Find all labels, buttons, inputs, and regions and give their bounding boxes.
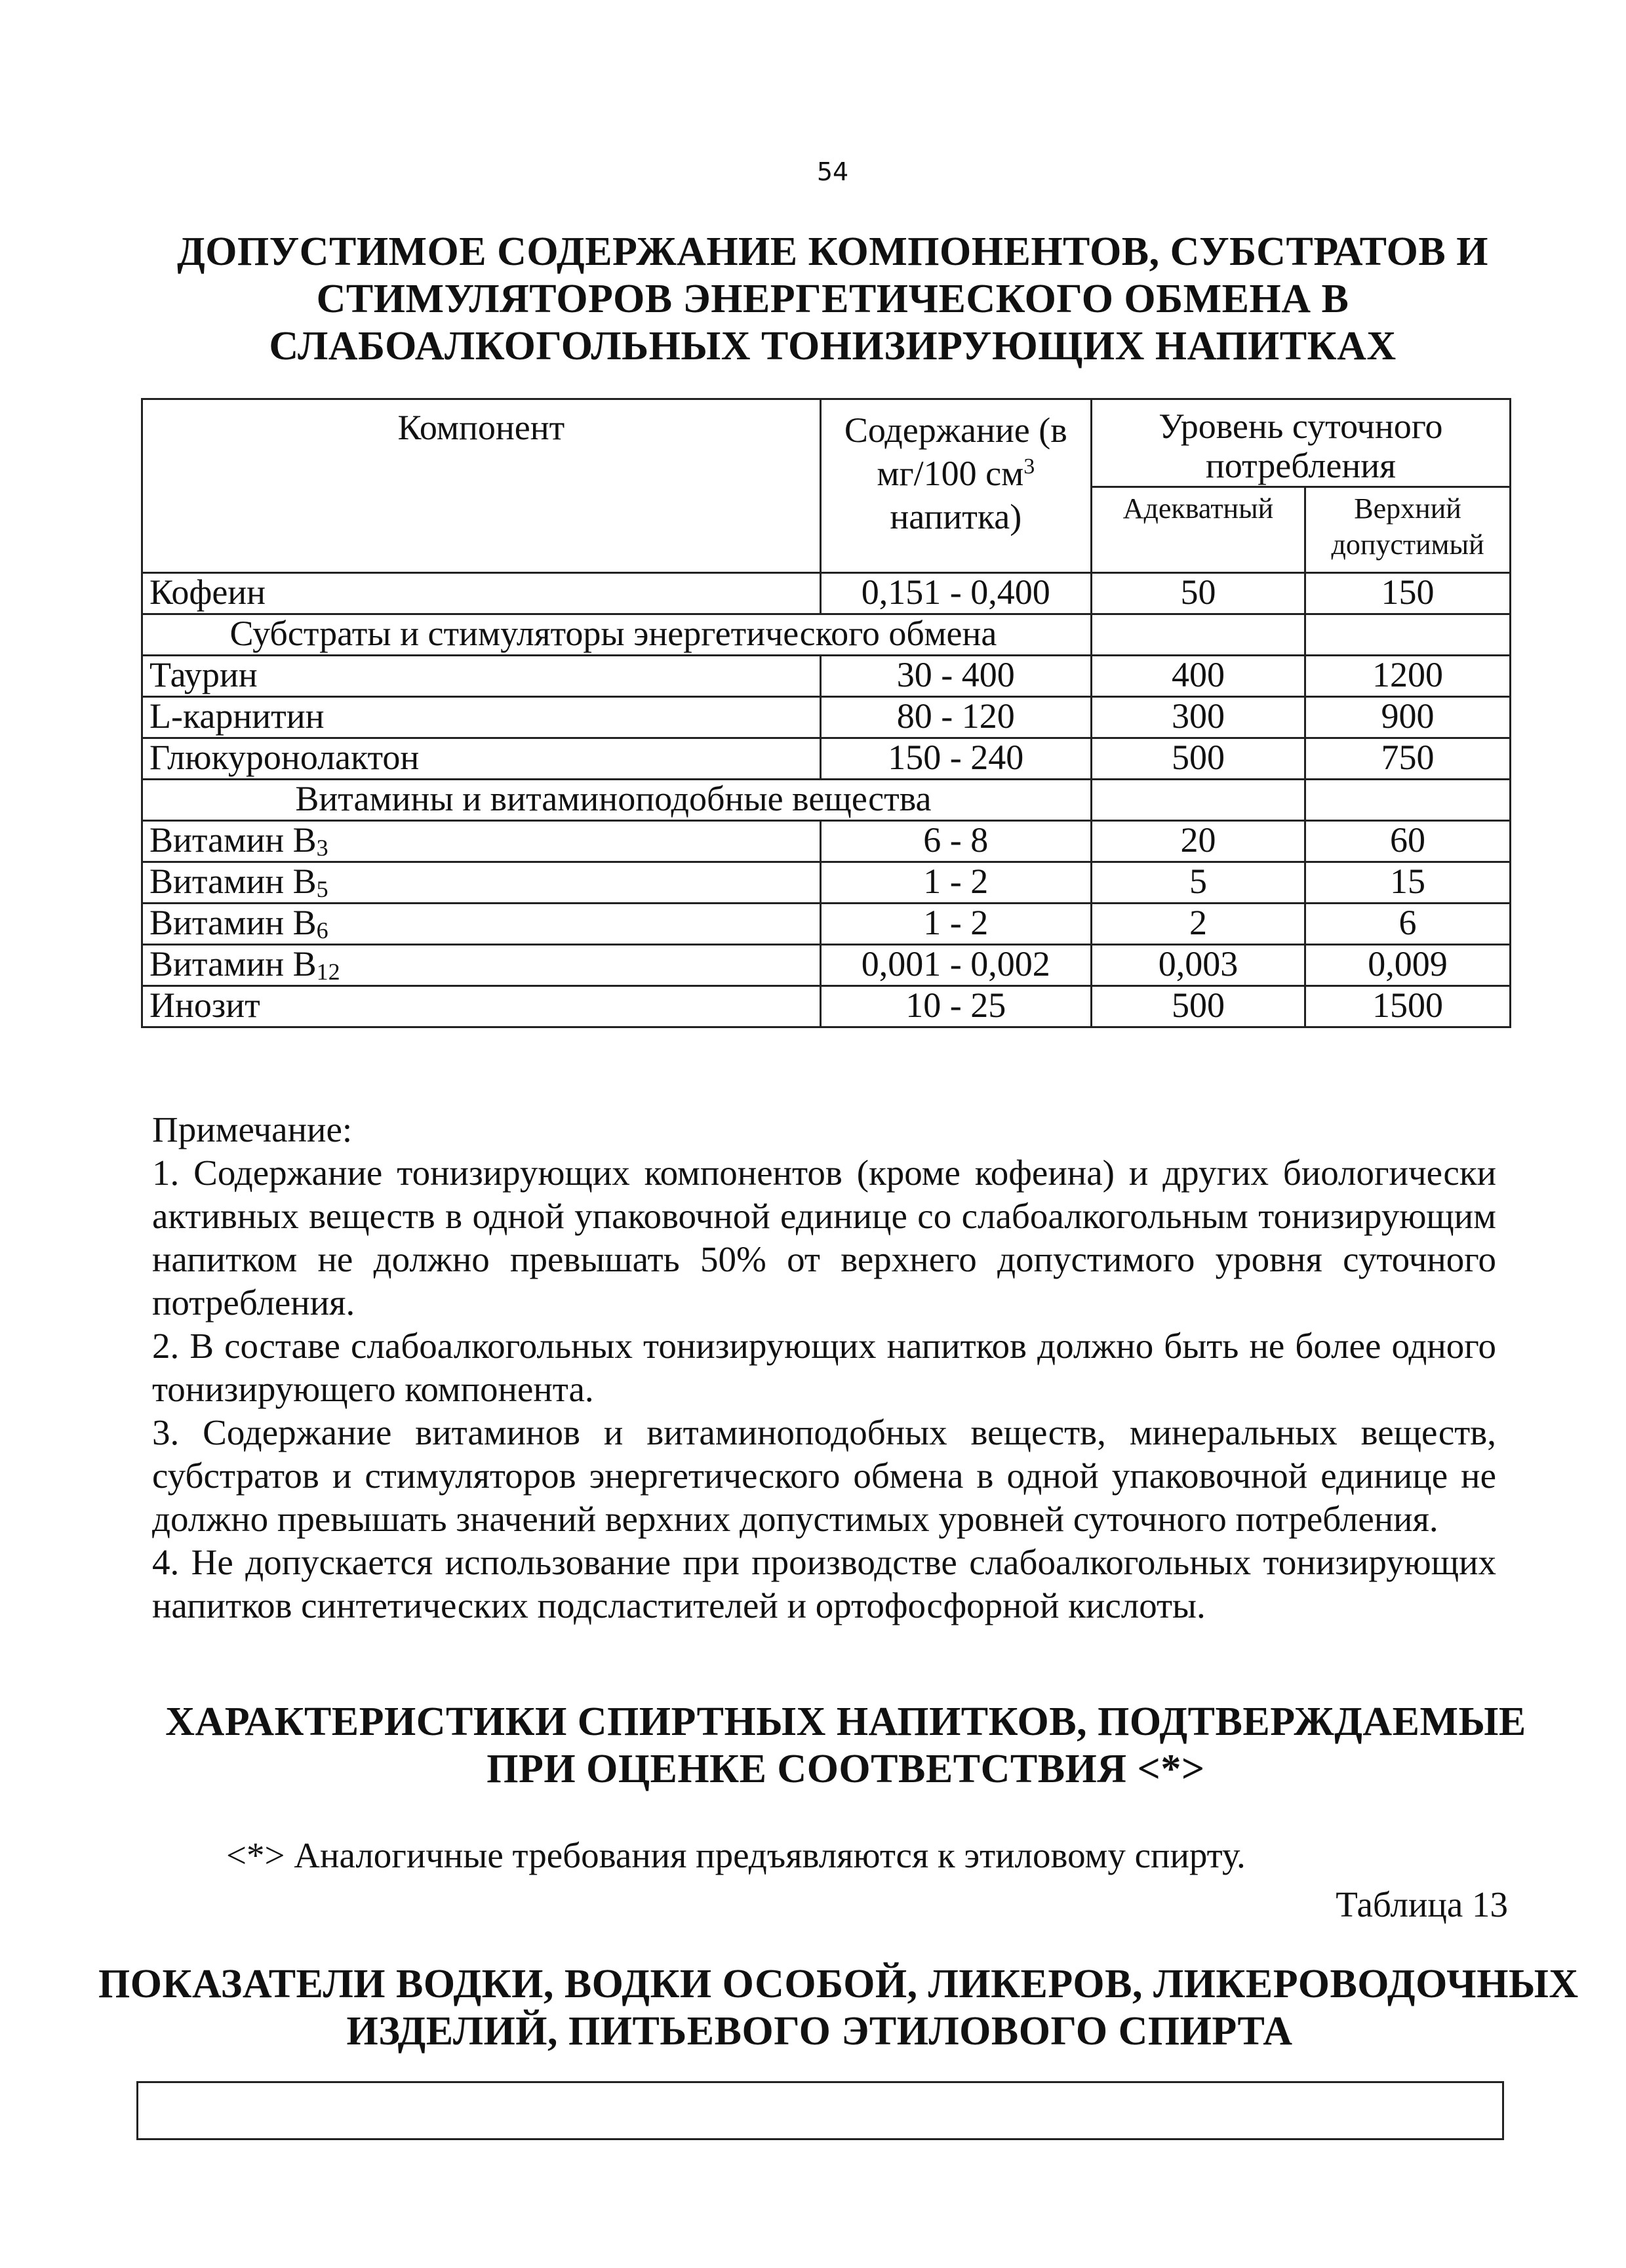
adequate-cell: 500 (1091, 738, 1305, 779)
header-daily-level: Уровень суточного потребления (1091, 399, 1510, 487)
title-line: ПОКАЗАТЕЛИ ВОДКИ, ВОДКИ ОСОБОЙ, ЛИКЕРОВ, ЛИКЕРОВОДОЧНЫХ (98, 1962, 1579, 2006)
adequate-cell: 5 (1091, 862, 1305, 903)
notes-block (152, 1108, 1496, 1627)
adequate-cell (1091, 779, 1305, 820)
header-content-suffix: напитка) (890, 496, 1022, 536)
upper-cell: 900 (1305, 696, 1511, 738)
note-item: 1. Содержание тонизирующих компонентов (кроме кофеина) и других биологически активных веществ в одной упаковочной единице со слабоалкогольным тонизирующим напитком не должно превышать 50% от верхнего допустимого уровня суточного потребления. (152, 1153, 1496, 1323)
content-cell: 0,151 - 0,400 (820, 572, 1091, 614)
component-name-text: Инозит (149, 985, 260, 1025)
adequate-cell: 50 (1091, 572, 1305, 614)
table-row (142, 862, 1511, 903)
component-name (142, 572, 821, 614)
content-cell: 1 - 2 (820, 903, 1091, 944)
vitamin-subscript: 3 (316, 834, 328, 861)
component-name-text: Витамин B (149, 820, 317, 860)
upper-cell: 0,009 (1305, 944, 1511, 985)
note-item: 4. Не допускается использование при производстве слабоалкогольных тонизирующих напитков синтетических подсластителей и ортофосфорной кислоты. (152, 1542, 1496, 1625)
footnote: <*> Аналогичные требования предъявляются к этиловому спирту. (226, 1835, 1246, 1875)
table-row (142, 738, 1511, 779)
content-cell: 6 - 8 (820, 820, 1091, 862)
table-row (142, 820, 1511, 862)
upper-cell: 6 (1305, 903, 1511, 944)
adequate-cell: 400 (1091, 655, 1305, 696)
component-name-text: Кофеин (149, 572, 266, 612)
content-cell: 0,001 - 0,002 (820, 944, 1091, 985)
upper-cell: 15 (1305, 862, 1511, 903)
title-line: СЛАБОАЛКОГОЛЬНЫХ ТОНИЗИРУЮЩИХ НАПИТКАХ (269, 324, 1397, 368)
component-name (142, 862, 821, 903)
header-adequate: Адекватный (1091, 487, 1305, 572)
upper-cell: 750 (1305, 738, 1511, 779)
content-cell: 80 - 120 (820, 696, 1091, 738)
title-line: ПРИ ОЦЕНКЕ СООТВЕТСТВИЯ <*> (486, 1747, 1205, 1791)
table-row (142, 572, 1511, 614)
component-name-text: Витамин B (149, 944, 317, 984)
upper-cell: 1200 (1305, 655, 1511, 696)
component-name-text: L-карнитин (149, 696, 325, 736)
table-13-header-frame (136, 2081, 1504, 2140)
section-title-vodka (98, 1960, 1579, 2055)
table-row (142, 985, 1511, 1027)
header-component: Компонент (142, 399, 821, 573)
component-name (142, 655, 821, 696)
content-cell: 1 - 2 (820, 862, 1091, 903)
group-label: Субстраты и стимуляторы энергетического обмена (142, 614, 1092, 655)
component-name (142, 944, 821, 985)
table-group-row (142, 614, 1511, 655)
title-line: ИЗДЕЛИЙ, ПИТЬЕВОГО ЭТИЛОВОГО СПИРТА (346, 2009, 1293, 2054)
table-group-row (142, 779, 1511, 820)
adequate-cell: 2 (1091, 903, 1305, 944)
table-row (142, 655, 1511, 696)
header-content (820, 399, 1091, 573)
notes-title: Примечание: (152, 1109, 353, 1149)
component-name (142, 820, 821, 862)
component-name-text: Таурин (149, 654, 258, 694)
upper-cell: 60 (1305, 820, 1511, 862)
note-item: 2. В составе слабоалкогольных тонизирующих напитков должно быть не более одного тонизирующего компонента. (152, 1326, 1496, 1409)
component-name-text: Глюкуронолактон (149, 737, 420, 777)
component-name-text: Витамин B (149, 902, 317, 942)
title-line: СТИМУЛЯТОРОВ ЭНЕРГЕТИЧЕСКОГО ОБМЕНА В (316, 277, 1349, 321)
adequate-cell: 0,003 (1091, 944, 1305, 985)
component-name (142, 903, 821, 944)
adequate-cell: 500 (1091, 985, 1305, 1027)
header-content-prefix: Содержание (в мг/100 см (844, 410, 1067, 493)
table-row (142, 696, 1511, 738)
vitamin-subscript: 6 (316, 917, 328, 944)
title-line: ДОПУСТИМОЕ СОДЕРЖАНИЕ КОМПОНЕНТОВ, СУБСТРАТОВ И (177, 229, 1488, 274)
header-content-unit-power: 3 (1023, 454, 1035, 479)
vitamin-subscript: 12 (316, 958, 340, 985)
upper-cell: 150 (1305, 572, 1511, 614)
table-row (142, 903, 1511, 944)
table-label: Таблица 13 (1336, 1884, 1508, 1924)
component-name-text: Витамин B (149, 861, 317, 901)
adequate-cell (1091, 614, 1305, 655)
component-name (142, 696, 821, 738)
section-title-spirits (157, 1698, 1534, 1793)
adequate-cell: 300 (1091, 696, 1305, 738)
component-name (142, 738, 821, 779)
header-upper-allowed: Верхний допустимый (1305, 487, 1511, 572)
upper-cell (1305, 779, 1511, 820)
adequate-cell: 20 (1091, 820, 1305, 862)
component-name (142, 985, 821, 1027)
page-number: 54 (816, 157, 849, 186)
upper-cell (1305, 614, 1511, 655)
components-table (141, 398, 1511, 1028)
section-title-energy-drinks (118, 228, 1547, 370)
content-cell: 30 - 400 (820, 655, 1091, 696)
content-cell: 10 - 25 (820, 985, 1091, 1027)
group-label: Витамины и витаминоподобные вещества (142, 779, 1092, 820)
title-line: ХАРАКТЕРИСТИКИ СПИРТНЫХ НАПИТКОВ, ПОДТВЕРЖДАЕМЫЕ (165, 1700, 1526, 1744)
vitamin-subscript: 5 (316, 875, 328, 902)
upper-cell: 1500 (1305, 985, 1511, 1027)
table-row (142, 944, 1511, 985)
note-item: 3. Содержание витаминов и витаминоподобных веществ, минеральных веществ, субстратов и стимуляторов энергетического обмена в одной упаковочной единице не должно превышать значений верхних допустимых уровней суточного потребления. (152, 1412, 1496, 1539)
content-cell: 150 - 240 (820, 738, 1091, 779)
